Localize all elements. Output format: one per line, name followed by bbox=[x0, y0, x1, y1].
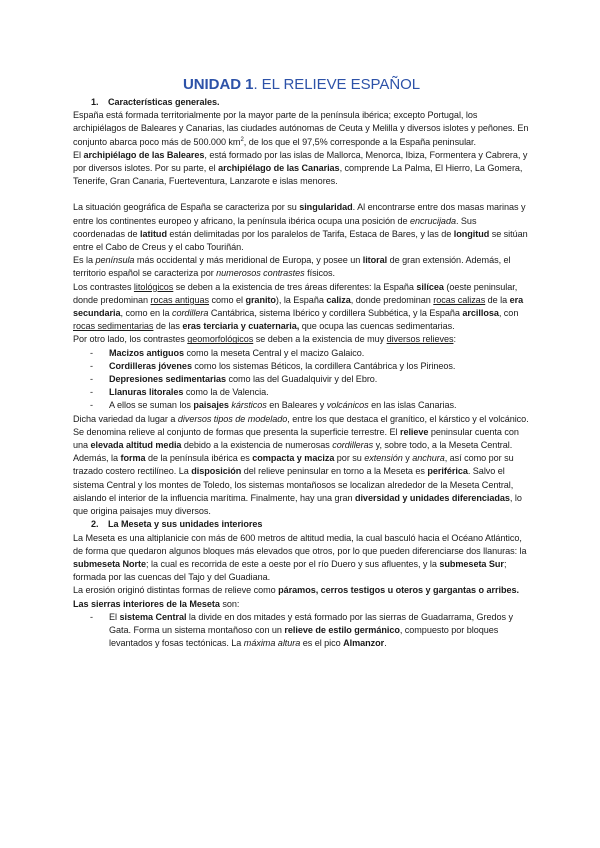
list-item: - Macizos antiguos como la meseta Central y el macizo Galaico. bbox=[73, 347, 530, 360]
relief-list bbox=[73, 347, 530, 413]
paragraph-territory: España está formada territorialmente por la mayor parte de la península ibérica; excepto Portugal, los archipiélagos de Baleares y Canarias, las ciudades autónomas de Ceuta y Melilla y diversos islotes y peñones. En conjunto abarca poco más de 500.000 $km^2$, de los que el 97,5% corresponde a la España peninsular. bbox=[73, 110, 529, 147]
sierras-list bbox=[73, 611, 530, 651]
list-item: - Cordilleras jóvenes como los sistemas Béticos, la cordillera Cantábrica y los Pirineos. bbox=[73, 360, 530, 373]
section-heading-1: 1. Características generales. bbox=[91, 97, 220, 107]
list-item: - Llanuras litorales como la de Valencia. bbox=[73, 386, 530, 399]
list-item: - A ellos se suman los paisajes kársticos en Baleares y volcánicos en las islas Canarias. bbox=[73, 399, 530, 412]
title-unit: UNIDAD 1 bbox=[182, 76, 254, 93]
page-title bbox=[73, 76, 530, 94]
paragraph-lithology: Los contrastes litológicos se deben a la existencia de tres áreas diferentes: la España silícea (oeste peninsular, donde predominan rocas antiguas como el granito), la España caliza, donde predominan rocas calizas de la era secundaria, como en la cordillera Cantábrica, sistema Ibérico y cordillera Subbética, y la España arcillosa, con rocas sedimentarias de las eras terciaria y cuaternaria, que ocupa las cuencas sedimentarias. bbox=[73, 281, 524, 332]
paragraph-peninsula: Es la península más occidental y más meridional de Europa, y posee un litoral de gran extensión. Además, el territorio español se caracteriza por numerosos contrastes físicos. bbox=[73, 255, 511, 279]
paragraph-archipelagos: El archipiélago de las Baleares, está formado por las islas de Mallorca, Menorca, Ibiza, Formentera y Cabrera, y por diversos islotes. Por su parte, el archipiélago de las Canarias, comprende La Palma, El Hierro, La Gomera, Tenerife, Gran Canaria, Fuerteventura, Lanzarote e islas menores. bbox=[73, 149, 528, 187]
paragraph-sierras: Las sierras interiores de la Meseta son: bbox=[73, 598, 240, 609]
paragraph-modelling: Dicha variedad da lugar a diversos tipos de modelado, entre los que destaca el granítico, el kárstico y el volcánico. bbox=[73, 413, 529, 424]
paragraph-meseta: La Meseta es una altiplanicie con más de 600 metros de altitud media, la cual basculó hacia el Océano Atlántico, de forma que quedaron algunos bloques más elevados que otros, por lo que pueden diferenciarse dos llanuras: la submeseta Norte; la cual es recorrida de este a oeste por el río Duero y sus afluentes, y la submeseta Sur; formada por las cuencas del Tajo y del Guadiana. bbox=[73, 532, 527, 583]
paragraph-location: La situación geográfica de España se caracteriza por su singularidad. Al encontrarse entre dos masas marinas y entre los continentes europeo y africano, la península ibérica ocupa una posición de encrucijada. Sus coordenadas de latitud están delimitadas por los paralelos de Tarifa, Estaca de Bares, y las de longitud se sitúan entre el Cabo de Creus y el cabo Touriñán. bbox=[73, 202, 528, 253]
list-item: - Depresiones sedimentarias como las del Guadalquivir y del Ebro. bbox=[73, 373, 530, 386]
paragraph-geomorphology: Por otro lado, los contrastes geomorfológicos se deben a la existencia de muy diversos relieves: bbox=[73, 334, 456, 345]
title-text: . EL RELIEVE ESPAÑOL bbox=[253, 76, 421, 93]
section-heading-2: 2. La Meseta y sus unidades interiores bbox=[91, 519, 263, 530]
paragraph-erosion: La erosión originó distintas formas de relieve como páramos, cerros testigos u oteros y gargantas o arribes. bbox=[73, 585, 519, 596]
list-item: - El sistema Central la divide en dos mitades y está formado por las sierras de Guadarrama, Gredos y Gata. Forma un sistema montañoso con un relieve de estilo germánico, compuesto por bloques levantados y fosas tectónicas. La máxima altura es el pico Almanzor. bbox=[73, 611, 530, 651]
paragraph-relief-definition: Se denomina relieve al conjunto de formas que presenta la superficie terrestre. El relieve peninsular cuenta con una elevada altitud media debido a la existencia de numerosas cordilleras y, sobre todo, a la Meseta Central. Además, la forma de la península ibérica es compacta y maciza por su extensión y anchura, así como por su trazado costero rectilíneo. La disposición del relieve peninsular en torno a la Meseta es periférica. Salvo el sistema Central y los montes de Toledo, los sistemas montañosos se localizan alrededor de la Meseta Central, aislando el interior de la influencia marítima. Finalmente, hay una gran diversidad y unidades diferenciadas, lo que origina paisajes muy diversos. bbox=[73, 426, 522, 517]
